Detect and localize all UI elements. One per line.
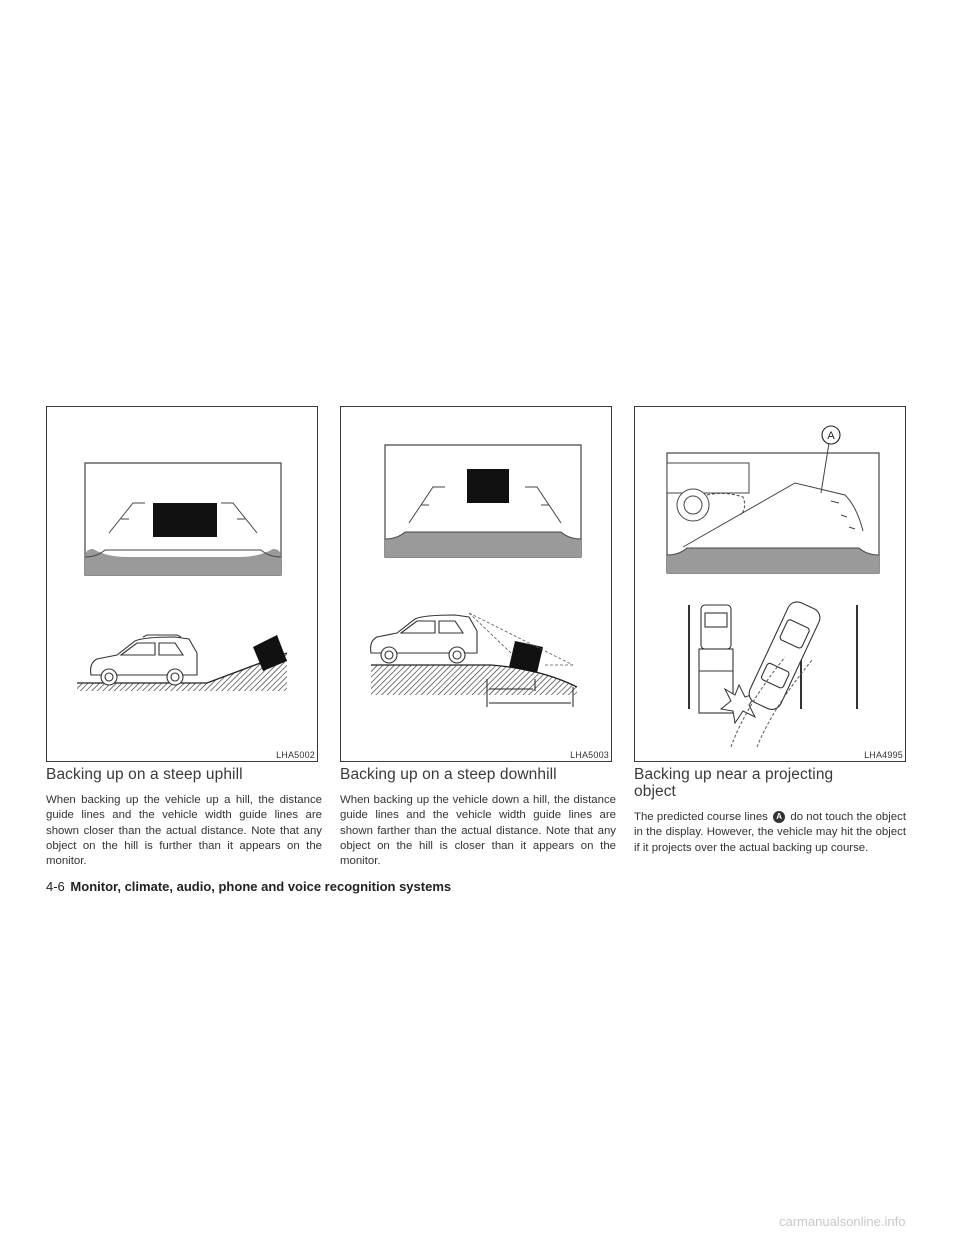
backing-car <box>746 599 823 713</box>
page-footer <box>46 879 451 894</box>
section-body <box>634 810 906 856</box>
section-projecting-object <box>634 766 906 856</box>
truck-top-view <box>699 605 733 713</box>
uphill-illustration <box>47 407 319 763</box>
figure-code: LHA4995 <box>864 750 903 760</box>
chapter-title: Monitor, climate, audio, phone and voice recognition systems <box>70 879 452 894</box>
section-body: When backing up the vehicle down a hill, the distance guide lines and the vehicle width guide lines are shown farther than the actual distance. Note that any object on the hill is closer than it appears on the monitor. <box>340 794 616 868</box>
figure-downhill <box>340 406 612 762</box>
body-text-start: The predicted course lines <box>634 811 768 823</box>
body-text-end: do not touch the object in the display. However, the vehicle may hit the object if it projects over the actual backing up course. <box>634 811 906 854</box>
object-block-on-screen <box>467 469 509 503</box>
callout-a-icon: A <box>773 811 785 823</box>
monitor-display <box>385 445 581 557</box>
section-heading: Backing up near a projecting object <box>634 766 834 800</box>
monitor-display <box>667 443 879 573</box>
section-body: When backing up the vehicle up a hill, the distance guide lines and the vehicle width guide lines are shown closer than the actual distance. Note that any object on the hill is further than it appears on the monitor. <box>46 794 322 868</box>
watermark: carmanualsonline.info <box>779 1214 906 1229</box>
section-heading: Backing up on a steep downhill <box>340 766 557 783</box>
object-block-on-screen <box>153 503 217 537</box>
section-downhill <box>340 766 616 869</box>
downhill-ground <box>371 665 577 695</box>
page-number: 4-6 <box>46 879 65 894</box>
monitor-display <box>85 463 281 575</box>
suv-vehicle <box>91 635 197 685</box>
section-uphill <box>46 766 322 869</box>
figure-projecting-object <box>634 406 906 762</box>
figure-code: LHA5003 <box>570 750 609 760</box>
section-heading: Backing up on a steep uphill <box>46 766 243 783</box>
downhill-illustration <box>341 407 613 763</box>
suv-vehicle <box>371 615 477 663</box>
callout-a-label: A <box>827 430 835 442</box>
callout-a <box>822 426 840 444</box>
projecting-object-illustration <box>635 407 907 763</box>
figure-code: LHA5002 <box>276 750 315 760</box>
figure-uphill <box>46 406 318 762</box>
